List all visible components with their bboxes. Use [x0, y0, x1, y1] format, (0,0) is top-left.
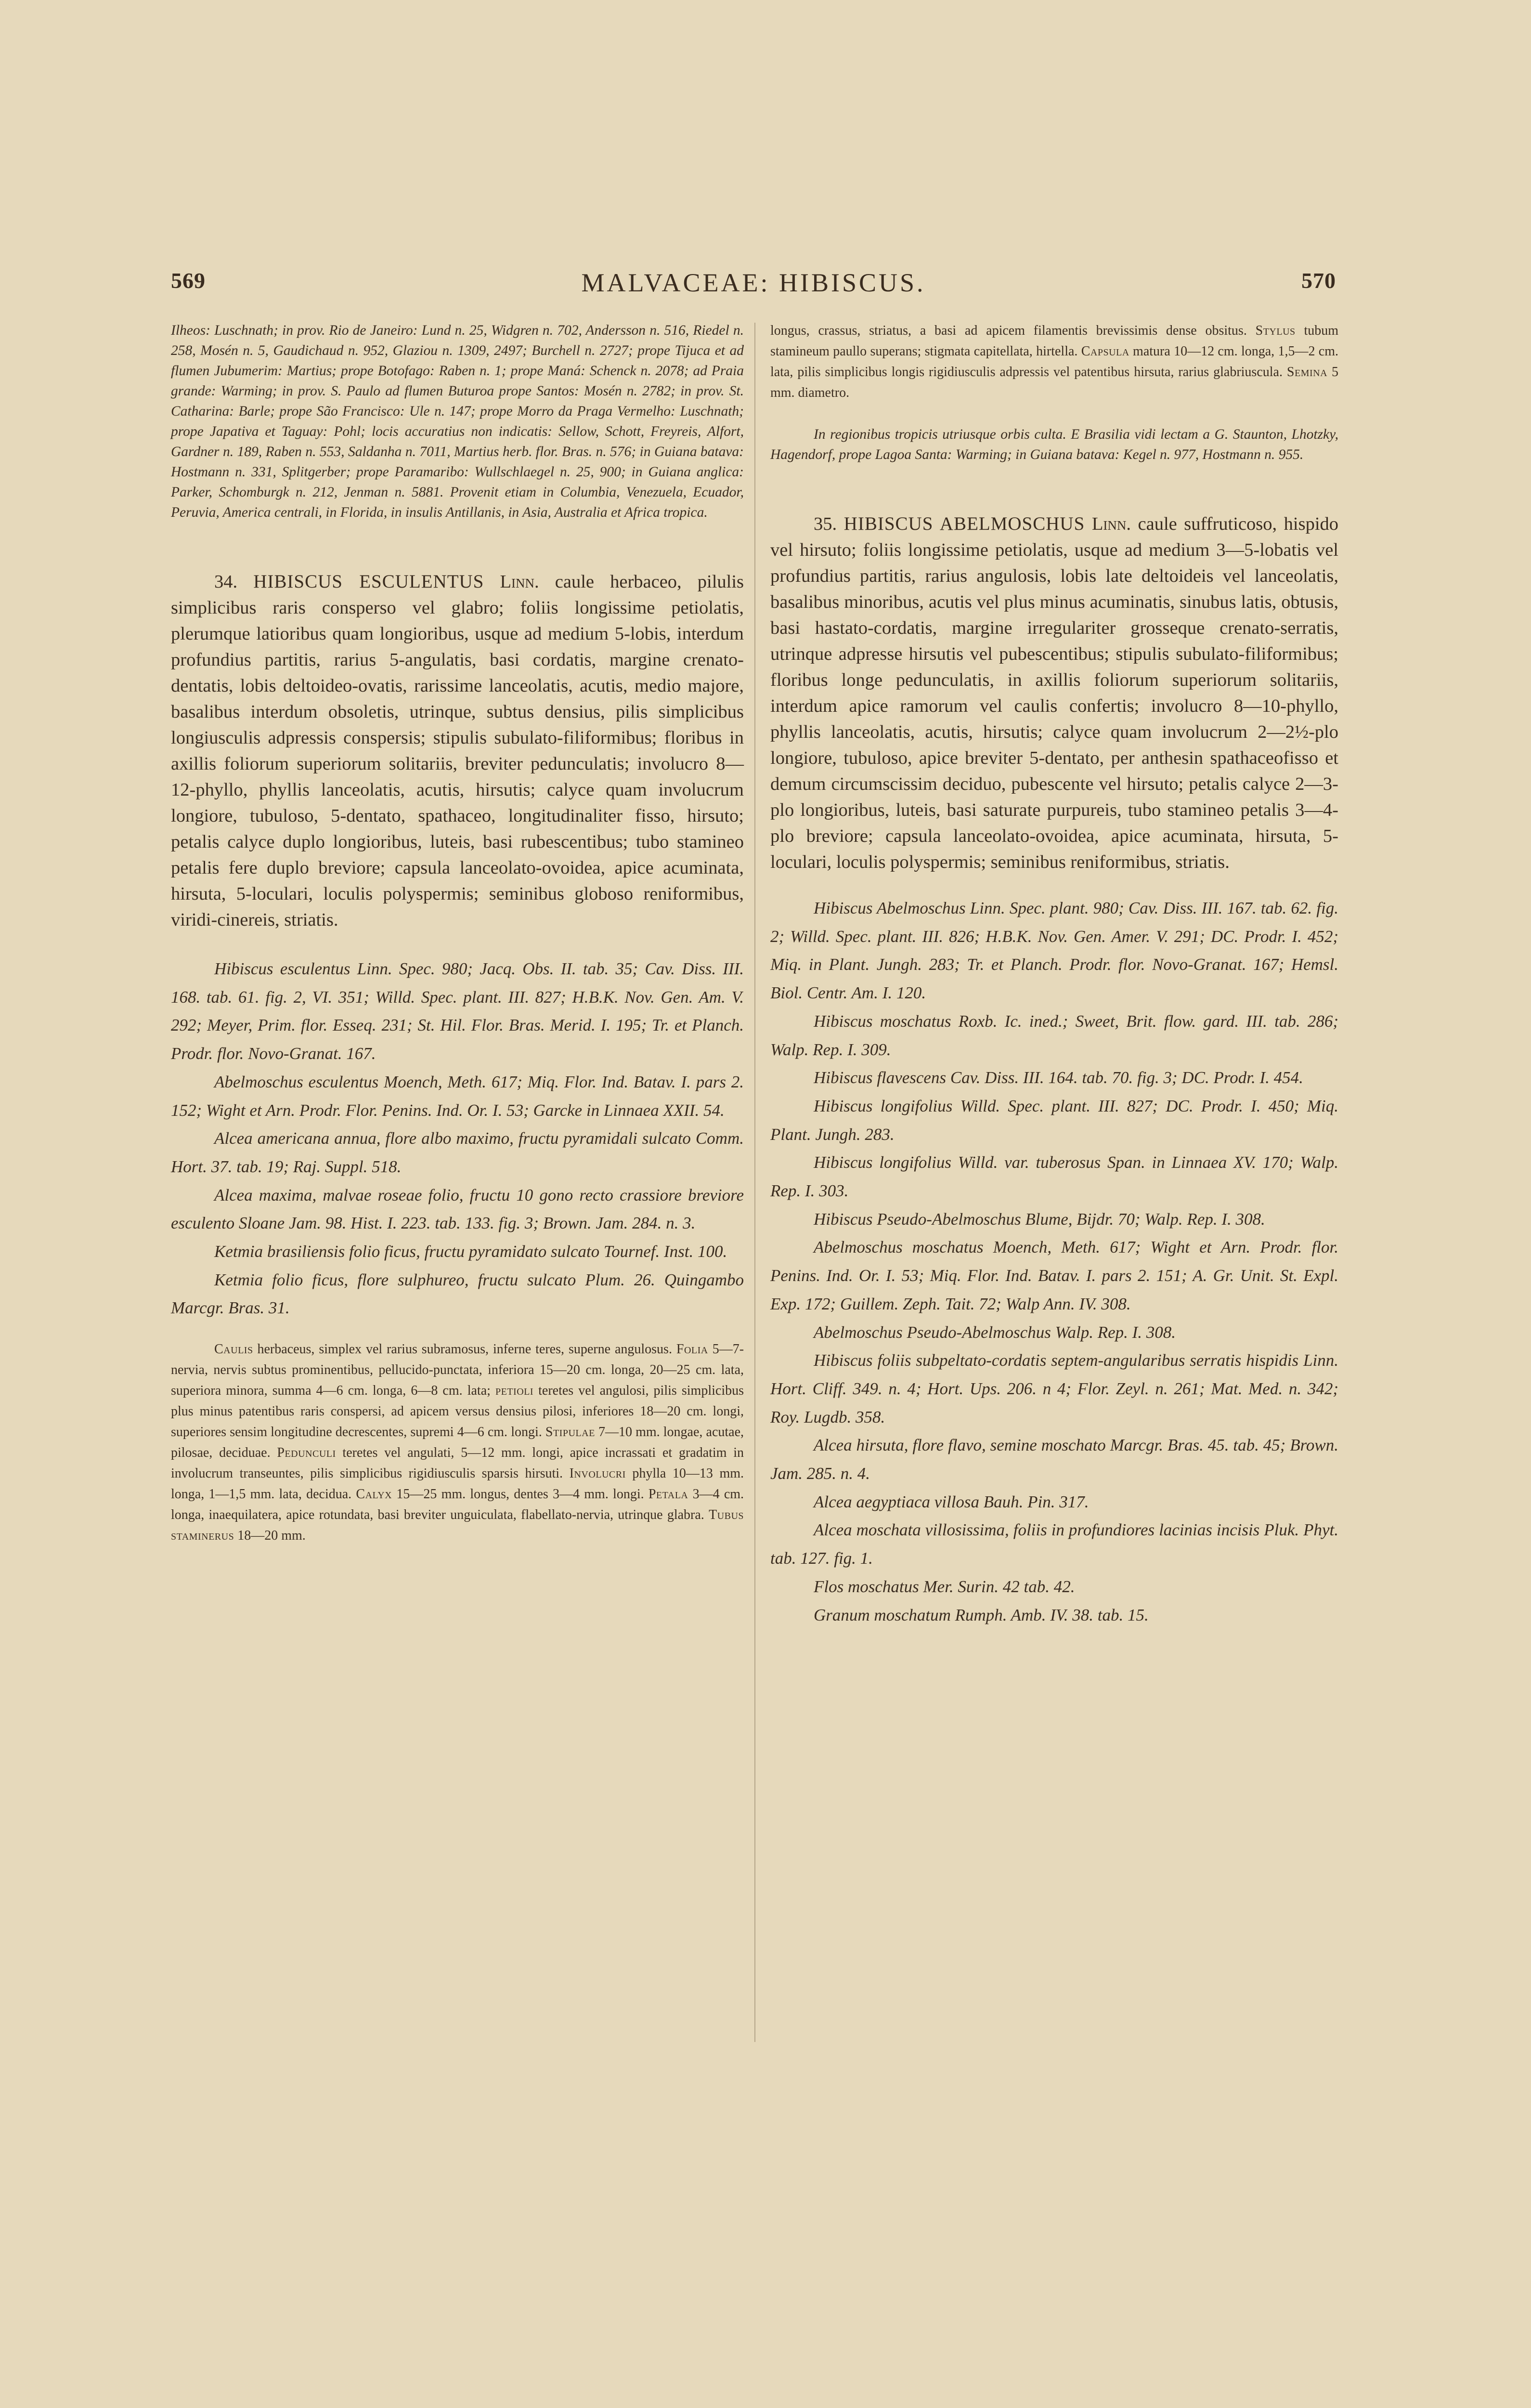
localities-paragraph: Ilheos: Luschnath; in prov. Rio de Janeiro: Lund n. 25, Widgren n. 702, Andersson n. 516, Riedel n. 258, Mosén n. 5, Gaudichaud n. 952, Glaziou n. 1309, 2497; Burchell n. 2727; prope Tijuca et ad flumen Jubumerim: Martius; prope Botofago: Raben n. 1; prope Maná: Schenck n. 2078; ad Praia grande: Warming; in prov. S. Paulo ad flumen Buturoa prope Santos: Mosén n. 2782; in prov. St. Catharina: Barle; prope São Francisco: Ule n. 147; prope Morro da Praga Vermelho: Luschnath; prope Japativa et Taguay: Pohl; locis accuratius non indicatis: Sellow, Schott, Freyreis, Alfort, Gardner n. 189, Raben n. 553, Saldanha n. 7011, Martius herb. flor. Bras. n. 576; in Guiana batava: Hostmann n. 331, Splitgerber; prope Paramaribo: Wullschlaegel n. 25, 900; in Guiana anglica: Parker, Schomburgk n. 212, Jenman n. 5881. Provenit etiam in Columbia, Venezuela, Ecuador, Peruvia, America centrali, in Florida, in insulis Antillanis, in Asia, Australia et Africa tropica.: [171, 323, 744, 520]
synonym-entry: Alcea hirsuta, flore flavo, semine moschato Marcgr. Bras. 45. tab. 45; Brown. Jam. 285. n. 4.: [770, 1436, 1338, 1483]
label-calyx: Calyx: [356, 1487, 392, 1502]
synonym-entry: Abelmoschus moschatus Moench, Meth. 617; Wight et Arn. Prodr. flor. Penins. Ind. Or. I. 53; Miq. Flor. Ind. Batav. I. pars 2. 151; A. Gr. Unit. St. Expl. Exp. 172; Guillem. Zeph. Tait. 72; Walp Ann. IV. 308.: [770, 1238, 1338, 1313]
synonym-entry: Hibiscus Abelmoschus Linn. Spec. plant. 980; Cav. Diss. III. 167. tab. 62. fig. 2; Willd. Spec. plant. III. 826; H.B.K. Nov. Gen. Amer. V. 291; DC. Prodr. I. 452; Miq. in Plant. Jungh. 283; Tr. et Planch. Prodr. flor. Novo-Granat. 167; Hemsl. Biol. Centr. Am. I. 120.: [770, 899, 1338, 1003]
text-tubus-continued: longus, crassus, striatus, a basi ad apicem filamentis brevissimis dense obsitus.: [770, 323, 1247, 338]
page-number-left: 569: [171, 268, 206, 293]
species-34-name: HIBISCUS ESCULENTUS: [253, 571, 484, 592]
synonym-entry: Hibiscus Pseudo-Abelmoschus Blume, Bijdr. 70; Walp. Rep. I. 308.: [814, 1209, 1265, 1229]
synonym-entry: Alcea moschata villosissima, foliis in profundiores lacinias incisis Pluk. Phyt. tab. 127. fig. 1.: [770, 1520, 1338, 1568]
label-petioli: petioli: [495, 1383, 534, 1399]
synonym-entry: Ketmia brasiliensis folio ficus, fructu pyramidato sulcato Tournef. Inst. 100.: [214, 1242, 727, 1261]
species-35-author: Linn.: [1091, 514, 1131, 534]
text-petala: 3—4 cm. longa, inaequilatera, apice rotundata, basi breviter unguiculata, flabellato-nervia, utrinque glabra.: [171, 1487, 744, 1523]
synonym-entry: Hibiscus longifolius Willd. var. tuberosus Span. in Linnaea XV. 170; Walp. Rep. I. 303.: [770, 1153, 1338, 1201]
synonym-entry: Abelmoschus esculentus Moench, Meth. 617; Miq. Flor. Ind. Batav. I. pars 2. 152; Wight et Arn. Prodr. Flor. Penins. Ind. Or. I. 53; Garcke in Linnaea XXII. 54.: [171, 1072, 744, 1120]
text-petioli: teretes vel angulosi, pilis simplicibus plus minus patentibus raris conspersi, ad apicem versus densius pilosi, inferiores 18—20 cm. longi, superiores sensim longitudine decrescentes, supremi 4—6 cm. longi.: [171, 1383, 744, 1440]
species-34-author: Linn.: [500, 572, 539, 592]
right-column: [770, 320, 1338, 1629]
synonym-entry: Hibiscus flavescens Cav. Diss. III. 164. tab. 70. fig. 3; DC. Prodr. I. 454.: [814, 1068, 1303, 1087]
page-header: [171, 268, 1336, 306]
species-35-number: 35.: [814, 514, 837, 534]
text-pedunculi: teretes vel angulati, 5—12 mm. longi, apice incrassati et gradatim in involucrum transeuntes, pilis simplicibus rigidiusculis sparsis hirsuti.: [171, 1445, 744, 1481]
species-35-description: [770, 511, 1338, 875]
left-column: [171, 320, 744, 1546]
species-34-diagnosis: caule herbaceo, pilulis simplicibus raris consperso vel glabro; foliis longissime petiolatis, plerumque latioribus quam longioribus, usque ad medium 5-lobis, interdum profundius partitis, rarius 5-angulatis, basi cordatis, margine crenato-dentatis, lobis deltoideo-ovatis, rarissime lanceolatis, acutis, medio majore, basalibus interdum obsoletis, utrinque, subtus densius, pilis simplicibus longiusculis adpressis conspersis; stipulis subulato-filiformibus; floribus in axillis foliorum superiorum solitariis, breviter pedunculatis; involucro 8—12-phyllo, phyllis lanceolatis, acutis, hirsutis; calyce quam involucrum longiore, tubuloso, 5-dentato, spathaceo, longitudinaliter fisso, hirsuto; petalis calyce duplo longioribus, luteis, basi rubescentibus; tubo stamineo petalis fere duplo breviore; capsula lanceolato-ovoidea, apice acuminata, hirsuta, 5-loculari, loculis polyspermis; seminibus globoso reniformibus, viridi-cinereis, striatis.: [171, 572, 744, 930]
synonym-entry: Alcea aegyptiaca villosa Bauh. Pin. 317.: [814, 1492, 1089, 1511]
label-involucri: Involucri: [569, 1466, 626, 1481]
synonym-entry: Ketmia folio ficus, flore sulphureo, fructu sulcato Plum. 26. Quingambo Marcgr. Bras. 31.: [171, 1270, 744, 1318]
synonym-entry: Abelmoschus Pseudo-Abelmoschus Walp. Rep. I. 308.: [814, 1322, 1176, 1342]
text-stipulae: 7—10 mm. longae, acutae, pilosae, deciduae.: [171, 1425, 744, 1461]
label-capsula: Capsula: [1081, 344, 1129, 359]
page-number-right: 570: [1301, 268, 1336, 293]
synonym-entry: Hibiscus foliis subpeltato-cordatis septem-angularibus serratis hispidis Linn. Hort. Cliff. 349. n. 4; Hort. Ups. 206. n 4; Flor. Zeyl. n. 261; Mat. Med. n. 342; Roy. Lugdb. 358.: [770, 1351, 1338, 1426]
synonym-entry: Hibiscus esculentus Linn. Spec. 980; Jacq. Obs. II. tab. 35; Cav. Diss. III. 168. tab. 61. fig. 2, VI. 351; Willd. Spec. plant. III. 827; H.B.K. Nov. Gen. Am. V. 292; Meyer, Prim. flor. Esseq. 231; St. Hil. Flor. Bras. Merid. I. 195; Tr. et Planch. Prodr. flor. Novo-Granat. 167.: [171, 959, 744, 1063]
label-tubus: Tubus staminerus: [171, 1507, 744, 1544]
text-capsula: matura 10—12 cm. longa, 1,5—2 cm. lata, pilis simplicibus longis rigidiusculis adpressis vel patentibus hirsuta, rarius glabriuscula.: [770, 344, 1339, 380]
species-34-description-continued: [770, 320, 1338, 403]
synonym-entry: Hibiscus moschatus Roxb. Ic. ined.; Sweet, Brit. flow. gard. III. tab. 286; Walp. Rep. I. 309.: [770, 1011, 1338, 1059]
species-34-synonymy: [171, 955, 744, 1322]
synonym-entry: Alcea americana annua, flore albo maximo, fructu pyramidali sulcato Comm. Hort. 37. tab. 19; Raj. Suppl. 518.: [171, 1129, 744, 1176]
synonym-entry: Hibiscus longifolius Willd. Spec. plant. III. 827; DC. Prodr. I. 450; Miq. Plant. Jungh. 283.: [770, 1096, 1338, 1144]
species-35-diagnosis: caule suffruticoso, hispido vel hirsuto; foliis longissime petiolatis, usque ad medium 3—5-lobatis vel profundius partitis, rarius angulosis, lobis late deltoideis vel lanceolatis, basalibus minoribus, acutis vel plus minus acuminatis, sinubus latis, obtusis, basi hastato-cordatis, margine irregulariter grosseque crenato-serratis, utrinque adpresse hirsutis vel pubescentibus; stipulis subulato-filiformibus; floribus longe pedunculatis, in axillis foliorum superiorum solitariis, interdum apice ramorum vel caulis confertis; involucro 8—10-phyllo, phyllis lanceolatis, acutis, hirsutis; calyce quam involucrum 2—2½-plo longiore, tubuloso, apice breviter 5-dentato, per anthesin spathaceofisso et demum circumscissim deciduo, pubescente vel hirsuto; petalis calyce 2—3-plo longioribus, luteis, basi saturate purpureis, tubo stamineo petalis 3—4-plo breviore; capsula lanceolato-ovoidea, apice acuminata, hirsuta, 5-loculari, loculis polyspermis; seminibus reniformibus, striatis.: [770, 514, 1339, 872]
text-caulis: herbaceus, simplex vel rarius subramosus, inferne teres, superne angulosus.: [257, 1342, 672, 1357]
species-34-detailed-description: [171, 1339, 744, 1546]
text-tubus: 18—20 mm.: [237, 1528, 306, 1544]
text-involucri: phylla 10—13 mm. longa, 1—1,5 mm. lata, decidua.: [171, 1466, 744, 1502]
synonym-entry: Flos moschatus Mer. Surin. 42 tab. 42.: [814, 1577, 1075, 1596]
label-stylus: Stylus: [1255, 323, 1296, 338]
running-title: MALVACEAE: HIBISCUS.: [581, 268, 926, 297]
label-semina: Semina: [1286, 365, 1328, 380]
label-stipulae: Stipulae: [545, 1425, 595, 1440]
species-35-synonymy: [770, 894, 1338, 1629]
synonym-entry: Alcea maxima, malvae roseae folio, fructu 10 gono recto crassiore breviore esculento Sloane Jam. 98. Hist. I. 223. tab. 133. fig. 3; Brown. Jam. 284. n. 3.: [171, 1185, 744, 1233]
text-stylus: tubum stamineum paullo superans; stigmata capitellata, hirtella.: [770, 323, 1338, 359]
label-folia: Folia: [676, 1342, 708, 1357]
label-caulis: Caulis: [214, 1342, 253, 1357]
column-divider: [754, 323, 755, 2042]
label-petala: Petala: [648, 1487, 688, 1502]
text-folia: 5—7-nervia, nervis subtus prominentibus, pellucido-punctata, inferiora 15—20 cm. longa, 20—25 cm. lata, superiora minora, summa 4—6 cm. longa, 6—8 cm. lata;: [171, 1342, 744, 1399]
species-35-name: HIBISCUS ABELMOSCHUS: [843, 513, 1085, 534]
text-semina: 5 mm. diametro.: [770, 365, 1339, 400]
distribution-paragraph: In regionibus tropicis utriusque orbis culta. E Brasilia vidi lectam a G. Staunton, Lhotzky, Hagendorf, prope Lagoa Santa: Warming; in Guiana batava: Kegel n. 977, Hostmann n. 955.: [770, 427, 1338, 462]
text-calyx: 15—25 mm. longus, dentes 3—4 mm. longi.: [396, 1487, 644, 1502]
synonym-entry: Granum moschatum Rumph. Amb. IV. 38. tab. 15.: [814, 1605, 1149, 1624]
label-pedunculi: Pedunculi: [277, 1445, 336, 1461]
species-34-number: 34.: [214, 572, 238, 592]
species-34-description: [171, 569, 744, 933]
